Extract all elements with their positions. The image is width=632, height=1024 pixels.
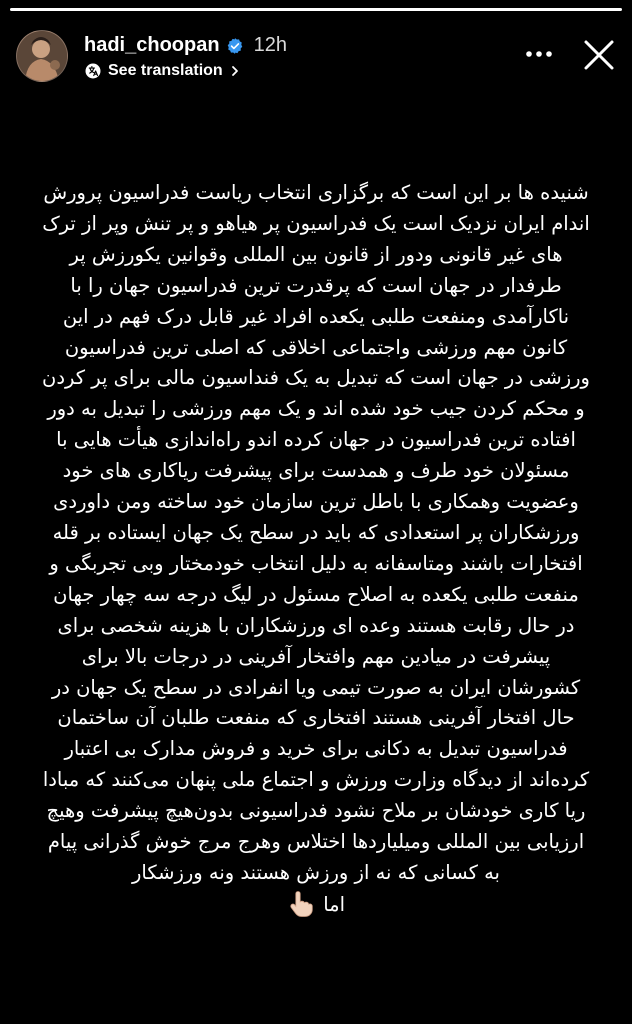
story-text-last-line — [30, 889, 602, 921]
story-text-line: ارزیابی بین المللی ومیلیاردها اختلاس وهرج مرج خوش گذرانی پیام — [47, 830, 585, 854]
story-text-line: ورزشکاران پر استعدادی که باید در سطح یک جهان ایستاده بر قله — [52, 520, 580, 544]
story-text-line: منفعت طلبی یکعده به اصلاح مسئول در لیگ درجه سه چهار جهان — [53, 582, 579, 606]
story-text-line: پیشرفت در میادین مهم وافتخار آفرینی در درجات بالا برای — [81, 644, 551, 668]
story-progress-fill — [10, 8, 622, 11]
story-text-line: فدراسیون تبدیل به دکانی برای خرید و فروش مدارک بی اعتبار — [64, 737, 568, 761]
story-text-line: ناکارآمدی ومنفعت طلبی یکعده افراد غیر قابل درک فهم در این — [62, 304, 570, 328]
see-translation-link[interactable] — [84, 62, 241, 80]
story-text-body — [30, 178, 602, 921]
story-text-line: ورزشی در جهان است که تبدیل به یک فنداسیون مالی برای پر کردن — [42, 366, 590, 390]
story-text-line: کانون مهم ورزشی واجتماعی اخلاقی که اصلی ترین فدراسیون — [64, 335, 568, 359]
more-options-button[interactable] — [524, 42, 554, 66]
username-row — [84, 34, 287, 57]
close-icon — [582, 38, 616, 72]
story-text-line: اندام ایران نزدیک است یک فدراسیون پر هیاهو و پر تنش وپر از ترک — [42, 211, 590, 235]
story-text-line: اما — [323, 892, 345, 916]
story-header — [16, 30, 616, 86]
story-text-line: طرفدار در جهان است که پرقدرت ترین فدراسیون جهان را با — [70, 273, 562, 297]
avatar[interactable] — [16, 30, 68, 82]
verified-badge-icon — [226, 37, 244, 55]
story-text-line: حال افتخار آفرینی هستند افتخاری که منفعت طلبان آن ساختمان — [57, 706, 575, 730]
story-text-line: های غیر قانونی ودور از قانون بین المللی وقوانین یکورزش پر — [69, 242, 563, 266]
story-text-line: کشورشان ایران به صورت تیمی ویا انفرادی در سطح یک جهان در — [51, 675, 581, 699]
pointing-up-emoji-icon — [287, 889, 313, 917]
post-time: 12h — [253, 34, 287, 56]
story-text-line: مسئولان خود طرف و همدست برای پیشرفت ریاکاری های خود — [62, 459, 570, 483]
story-text-line: ریا کاری خودشان بر ملاح نشود فدراسیونی بدون‌هیچ پیشرفت وهیچ — [46, 799, 586, 823]
story-text-line: و محکم کردن جیب خود شده اند و یک مهم ورزشی را تبدیل به دور — [47, 397, 585, 421]
story-text-line: در حال رقابت هستند وعده ای ورزشکاران با هزینه شخصی برای — [57, 613, 575, 637]
more-horizontal-icon — [524, 42, 554, 66]
avatar-image — [17, 31, 67, 81]
story-text-line: افتاده ترین فدراسیون در جهان کرده اندو راه‌اندازی هیأت هایی با — [56, 428, 576, 452]
close-button[interactable] — [582, 38, 616, 72]
username[interactable]: hadi_choopan — [84, 34, 220, 56]
story-text-line: افتخارات باشند ومتاسفانه به دلیل انتخاب خودمختار وبی تجربگی و — [49, 551, 583, 575]
story-progress-bar — [10, 8, 622, 11]
translate-icon — [84, 62, 102, 80]
story-text-line: کرده‌اند از دیدگاه وزارت ورزش و اجتماع ملی پنهان می‌کنند که مبادا — [42, 768, 590, 792]
story-text-line: به کسانی که نه از ورزش هستند ونه ورزشکار — [132, 860, 500, 884]
story-text-line: شنیده ها بر این است که برگزاری انتخاب ریاست فدراسیون پرورش — [43, 181, 589, 204]
see-translation-label: See translation — [108, 62, 223, 79]
story-text-line: وعضویت وهمکاری با باطل ترین سازمان خود ساخته ومن داوردی — [53, 490, 579, 514]
chevron-right-icon — [229, 65, 241, 77]
